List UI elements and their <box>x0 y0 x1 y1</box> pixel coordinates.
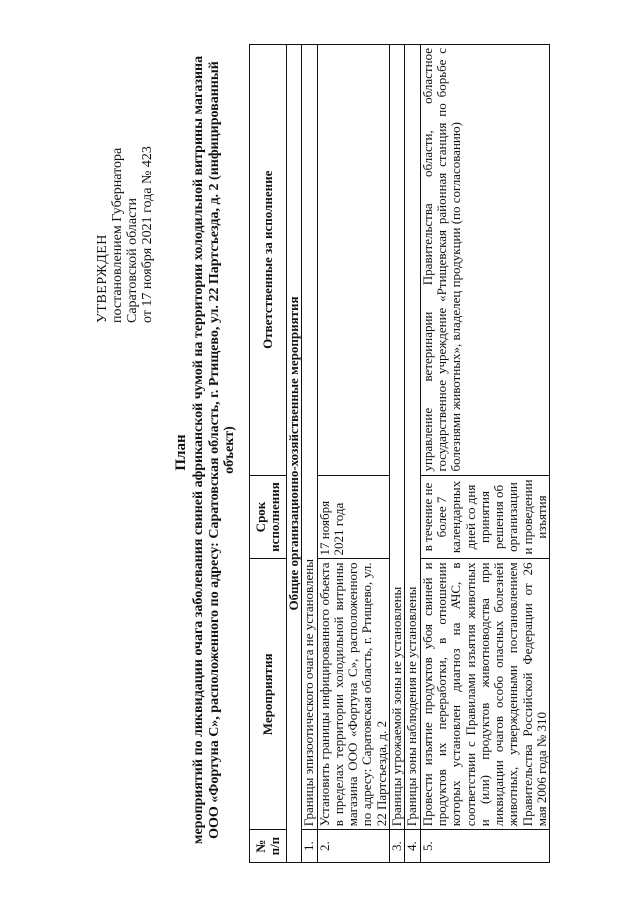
row-measure: Границы зоны наблюдения не установлены <box>405 45 420 830</box>
row-num: 4. <box>405 830 420 863</box>
row-deadline: 17 ноября 2021 года <box>317 475 389 559</box>
row-measure: Границы эпизоотического очага не установлены <box>302 45 317 830</box>
row-measure: Границы угрожаемой зоны не установлены <box>390 45 405 830</box>
approval-line-3: от 17 ноября 2021 года № 423 <box>140 146 155 323</box>
section-title: Общие организационно-хозяйственные мероприятия <box>287 45 302 863</box>
table-row <box>390 45 405 863</box>
row-measure: Провести изъятие продуктов убоя свиней и продуктов их переработки, в отношении которых установлен диагноз на АЧС, в соответствии с Правилами изъятия животных и (или) продуктов животноводства при ликвидации очагов особо опасных болезней животных, утвержденными постановлением Правительства Российской Федерации от 26 мая 2006 года № 310 <box>420 559 550 830</box>
table-row <box>420 45 550 863</box>
approval-line-2: Саратовской области <box>125 198 140 323</box>
header-deadline: Срок исполнения <box>250 475 287 559</box>
section-row <box>287 45 302 863</box>
approval-stamp <box>95 23 155 323</box>
row-deadline: в течение не более 7 календарных дней со дня принятия решения об организации и проведении изъятия <box>420 475 550 559</box>
row-responsible: управление ветеринарии Правительства области, областное государственное учреждение «Ртищевская районная станция по борьбе с болезнями животных», владелец продукции (по согласованию) <box>420 45 550 476</box>
header-responsible: Ответственные за исполнение <box>250 45 287 476</box>
plan-subtitle: мероприятий по ликвидации очага заболевания свиней африканской чумой на территории холодильной витрины магазина ООО «Фортуна С», расположенного по адресу: Саратовская область, г. Ртищево, ул. 22 Партсъезда, д. 2 (инфицированный объект) <box>191 55 237 845</box>
row-measure: Установить границы инфицированного объекта в пределах территории холодильной витрины магазина ООО «Фортуна С», расположенного по адресу: Саратовская область, г. Ртищево, ул. 22 Партсъезда, д. 2 <box>317 559 389 830</box>
row-num: 3. <box>390 830 405 863</box>
table-row <box>317 45 389 863</box>
table-header-row <box>250 45 287 863</box>
header-measures: Мероприятия <box>250 559 287 830</box>
approval-heading: УТВЕРЖДЕН <box>95 234 110 323</box>
measures-table <box>249 44 550 863</box>
plan-title: План <box>173 434 189 471</box>
approval-line-1: постановлением Губернатора <box>110 147 125 323</box>
row-responsible <box>317 45 389 476</box>
table-row <box>405 45 420 863</box>
table-row <box>302 45 317 863</box>
header-num: № п/п <box>250 830 287 863</box>
row-num: 5. <box>420 830 550 863</box>
row-num: 2. <box>317 830 389 863</box>
row-num: 1. <box>302 830 317 863</box>
